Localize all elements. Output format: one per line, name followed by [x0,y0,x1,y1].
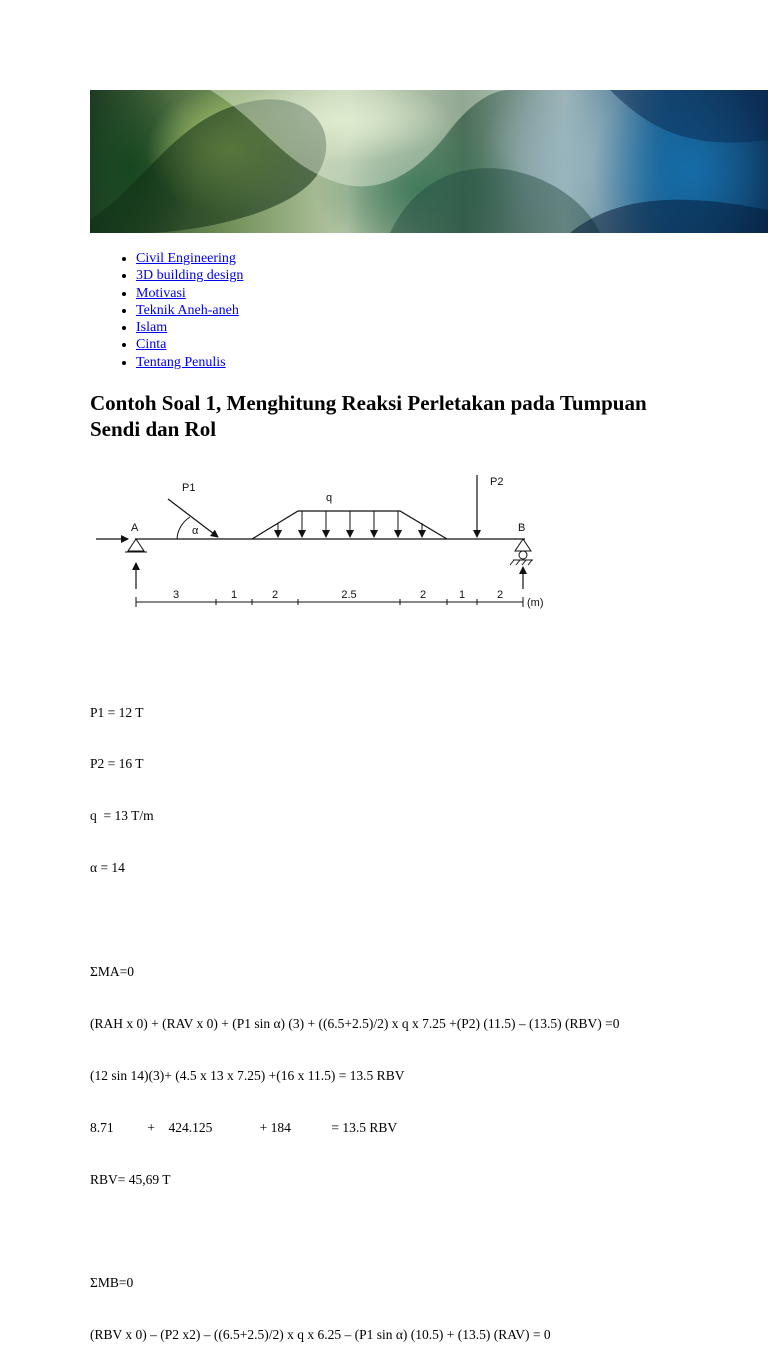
span-label: 2 [419,589,427,601]
label-q: q [326,492,333,504]
menu-link-motivasi[interactable]: Motivasi [136,285,186,301]
unit-label: (m) [527,597,544,609]
beam-load-diagram [90,455,565,655]
category-menu [90,250,243,371]
span-label: 2 [271,589,279,601]
menu-item [136,302,243,319]
menu-link-3d-building-design[interactable]: 3D building design [136,268,244,284]
text-line: ΣMB=0 [90,1275,134,1291]
label-support-a: A [131,522,139,534]
menu-item [136,354,243,371]
header-banner-image [90,90,768,233]
menu-link-islam[interactable]: Islam [136,320,168,336]
text-line: P1 = 12 T [90,704,144,720]
span-label: 1 [230,589,238,601]
text-line [90,1223,619,1240]
text-line: 8.71 + 424.125 + 184 = 13.5 RBV [90,1119,398,1135]
span-label: 2 [496,589,504,601]
label-support-b: B [518,522,526,534]
label-p2: P2 [490,476,504,488]
text-line: ΣMA=0 [90,964,134,980]
text-line: (RAH x 0) + (RAV x 0) + (P1 sin α) (3) + ((6.5+2.5)/2) x q x 7.25 +(P2) (11.5) – (13.5) (RBV) =0 [90,1015,620,1031]
text-line: P2 = 16 T [90,756,144,772]
roller-support-b [515,539,531,551]
label-p1: P1 [182,482,196,494]
banner-swirl-art [90,90,768,233]
text-line: RBV= 45,69 T [90,1171,171,1187]
alpha-angle-arc [177,517,190,539]
text-line: α = 14 [90,860,125,876]
calculation-text [90,669,619,1361]
menu-link-teknik-aneh-aneh[interactable]: Teknik Aneh-aneh [136,302,239,318]
menu-link-tentang-penulis[interactable]: Tentang Penulis [136,354,226,370]
span-label: 2.5 [341,589,357,601]
menu-item [136,336,243,353]
pin-support-a [128,539,144,551]
text-line [90,911,619,928]
span-label: 3 [172,589,180,601]
span-label: 1 [458,589,466,601]
menu-item [136,250,243,267]
menu-item [136,319,243,336]
menu-link-cinta[interactable]: Cinta [136,337,167,353]
text-line: (RBV x 0) – (P2 x2) – ((6.5+2.5)/2) x q x 6.25 – (P1 sin α) (10.5) + (13.5) (RAV) = 0 [90,1327,551,1343]
text-line: (12 sin 14)(3)+ (4.5 x 13 x 7.25) +(16 x 11.5) = 13.5 RBV [90,1067,405,1083]
label-alpha: α [192,525,199,537]
roller-wheel [519,551,527,559]
menu-item [136,285,243,302]
post-title: Contoh Soal 1, Menghitung Reaksi Perletakan pada Tumpuan Sendi dan Rol [90,391,647,441]
menu-link-civil-engineering[interactable]: Civil Engineering [136,251,236,266]
menu-item [136,267,243,284]
text-line: q = 13 T/m [90,808,154,824]
